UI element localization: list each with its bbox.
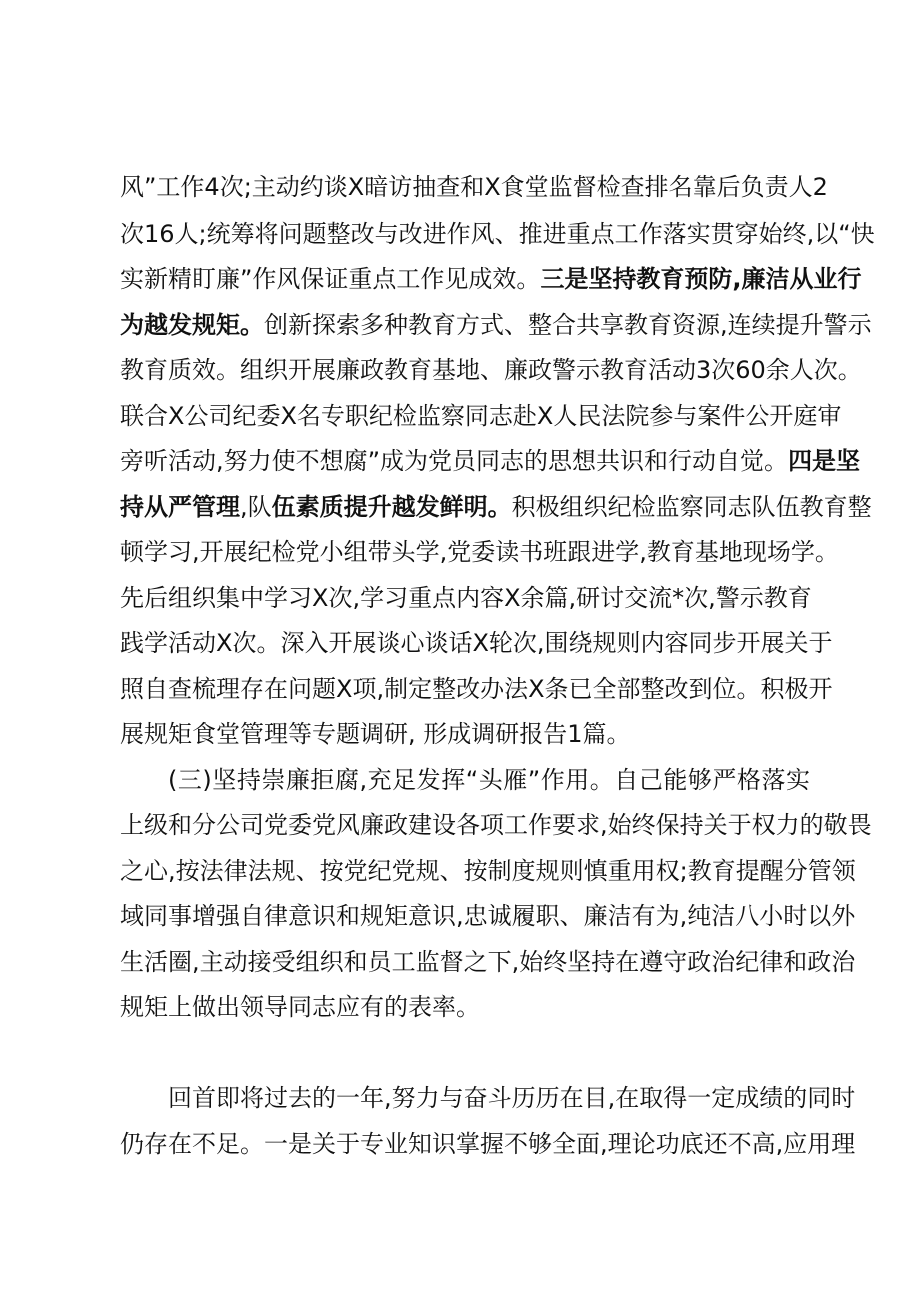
text-line: 风”工作4次;主动约谈X暗访抽查和X食堂监督检查排名靠后负责人2 (120, 173, 828, 201)
text-line: 联合X公司纪委X名专职纪检监察同志赴X人民法院参与案件公开庭审 (120, 402, 842, 430)
text-line: 规矩上做出领导同志应有的表率。 (120, 993, 480, 1021)
text-line: 回首即将过去的一年,努力与奋斗历历在目,在取得一定成绩的同时 (168, 1084, 856, 1112)
text-line: 先后组织集中学习X次,学习重点内容X余篇,研讨交流*次,警示教育 (120, 584, 812, 612)
text-run: 创新探索多种教育方式、整合共享教育资源,连续提升警示 (264, 311, 872, 339)
text-line: 之心,按法律法规、按党纪党规、按制度规则慎重用权;教育提醒分管领 (120, 857, 856, 885)
bold-heading-run: 三是坚持教育预防,廉洁从业行 (540, 265, 862, 293)
text-line: 展规矩食堂管理等专题调研, 形成调研报告1篇。 (120, 720, 631, 748)
text-line: 教育质效。组织开展廉政教育基地、廉政警示教育活动3次60余人次。 (120, 356, 862, 384)
text-run: 实新精盯廉”作风保证重点工作见成效。 (120, 265, 541, 293)
text-line: (三)坚持崇廉拒腐,充足发挥“头雁”作用。自己能够严格落实 (168, 766, 810, 794)
bold-heading-run: 伍素质提升越发鲜明。 (271, 493, 512, 521)
text-line: 生活圈,主动接受组织和员工监督之下,始终坚持在遵守政治纪律和政治 (120, 948, 856, 976)
text-line (120, 264, 862, 294)
text-line (120, 492, 872, 522)
text-line: 顿学习,开展纪检党小组带头学,党委读书班跟进学,教育基地现场学。 (120, 538, 839, 566)
bold-heading-run: 持从严管理 (120, 493, 240, 521)
text-run: 积极组织纪检监察同志队伍教育整 (511, 493, 872, 521)
text-run: ,队 (240, 493, 272, 521)
text-line: 次16人;统筹将问题整改与改进作风、推进重点工作落实贯穿始终,以“快 (120, 220, 875, 248)
text-run: 旁听活动,努力使不想腐”成为党员同志的思想共识和行动自觉。 (120, 447, 789, 475)
text-line (120, 446, 861, 476)
bold-heading-run: 四是坚 (788, 447, 861, 475)
text-line (120, 310, 872, 340)
text-line: 践学活动X次。深入开展谈心谈话X轮次,围绕规则内容同步开展关于 (120, 629, 833, 657)
text-line: 上级和分公司党委党风廉政建设各项工作要求,始终保持关于权力的敬畏 (120, 811, 872, 839)
text-line: 仍存在不足。一是关于专业知识掌握不够全面,理论功底还不高,应用理 (120, 1130, 856, 1158)
bold-heading-run: 为越发规矩。 (120, 311, 264, 339)
text-line: 照自查梳理存在问题X项,制定整改办法X条已全部整改到位。积极开 (120, 675, 833, 703)
text-line: 域同事增强自律意识和规矩意识,忠诚履职、廉洁有为,纯洁八小时以外 (120, 902, 856, 930)
